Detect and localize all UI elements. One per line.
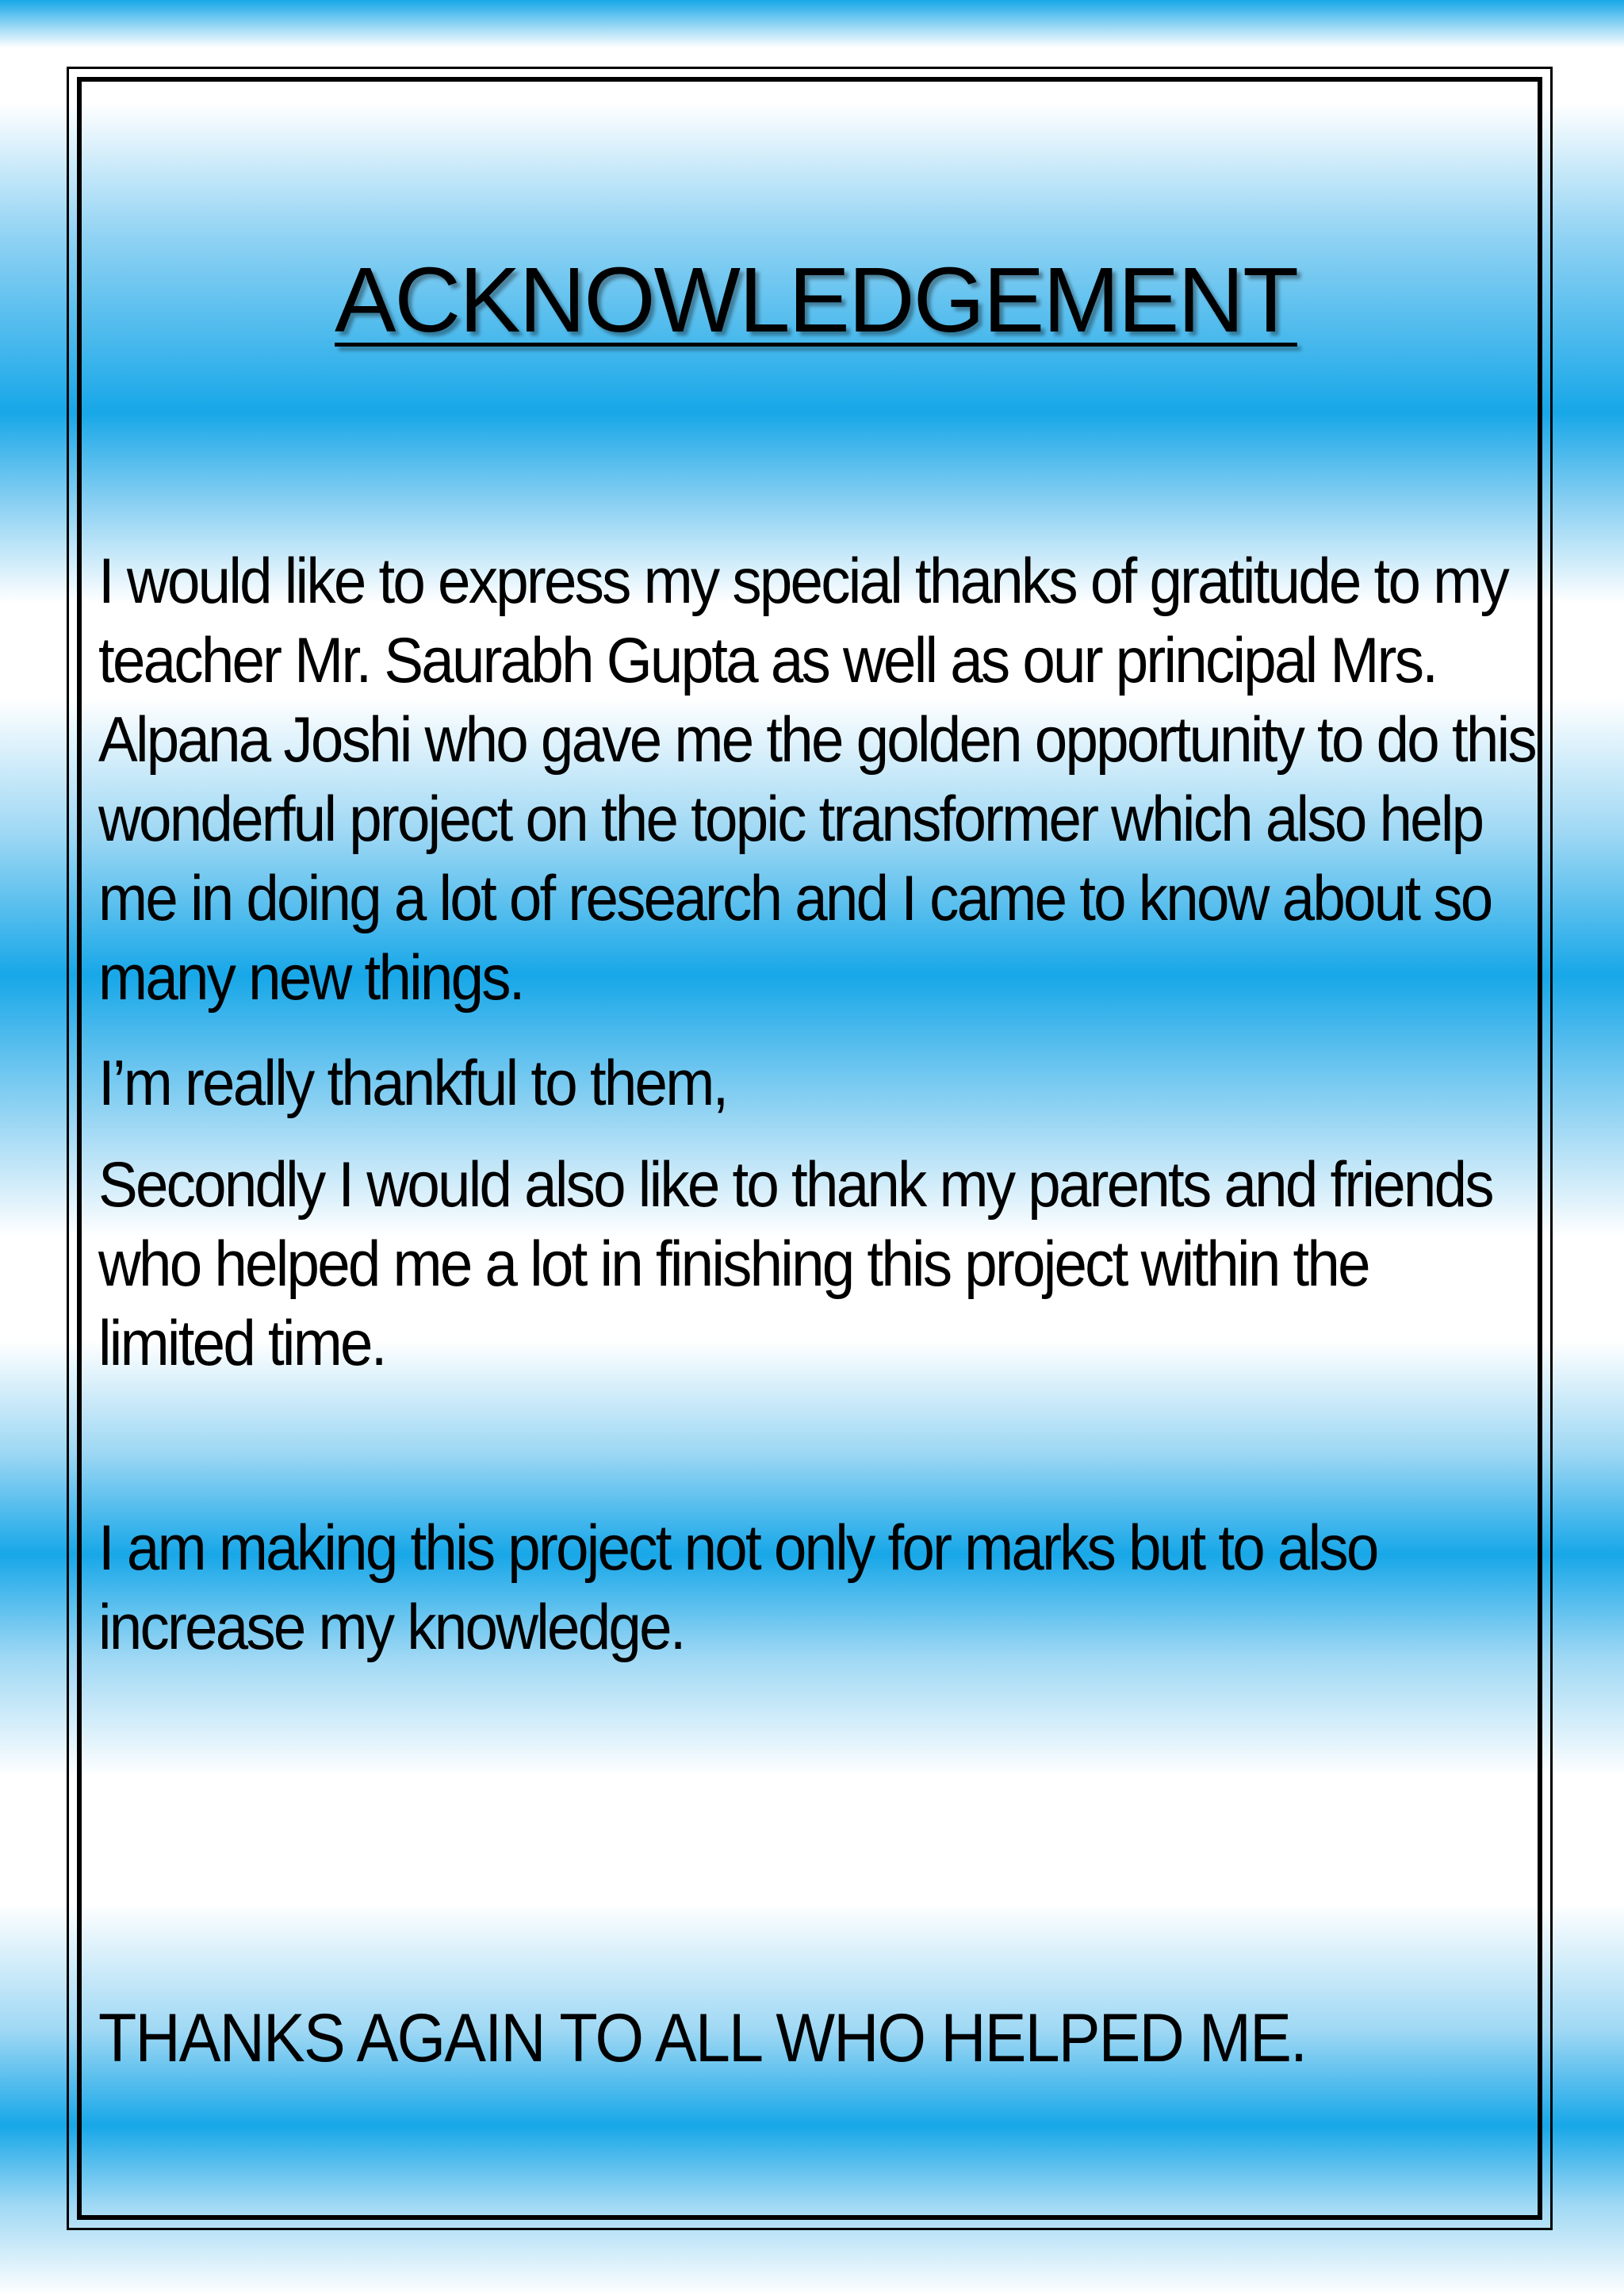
- paragraph-thankful: [98, 1044, 1434, 1123]
- paragraph-line: many new things.: [98, 942, 523, 1014]
- paragraph-line: Secondly I would also like to thank my parents and friends: [98, 1149, 1492, 1221]
- document-content: [98, 0, 1534, 2296]
- paragraph-line: THANKS AGAIN TO ALL WHO HELPED ME.: [98, 2000, 1307, 2076]
- paragraph-line: teacher Mr. Saurabh Gupta as well as our principal Mrs.: [98, 625, 1437, 696]
- paragraph-line: wonderful project on the topic transformer which also help: [98, 784, 1483, 855]
- page-title: ACKNOWLEDGEMENT: [335, 248, 1297, 351]
- paragraph-line: I am making this project not only for marks but to also: [98, 1512, 1377, 1584]
- paragraph-line: Alpana Joshi who gave me the golden opportunity to do this: [98, 704, 1535, 776]
- closing-line: [98, 1999, 1434, 2078]
- paragraph-line: I’m really thankful to them,: [98, 1048, 727, 1119]
- paragraph-line: I would like to express my special thanks of gratitude to my: [98, 546, 1507, 617]
- paragraph-line: increase my knowledge.: [98, 1592, 684, 1663]
- paragraph-gratitude: [98, 542, 1535, 1018]
- paragraph-line: limited time.: [98, 1308, 385, 1379]
- paragraph-line: who helped me a lot in finishing this project within the: [98, 1228, 1369, 1300]
- paragraph-purpose: [98, 1508, 1434, 1667]
- paragraph-line: me in doing a lot of research and I came to know about so: [98, 863, 1492, 934]
- paragraph-parents-friends: [98, 1145, 1492, 1383]
